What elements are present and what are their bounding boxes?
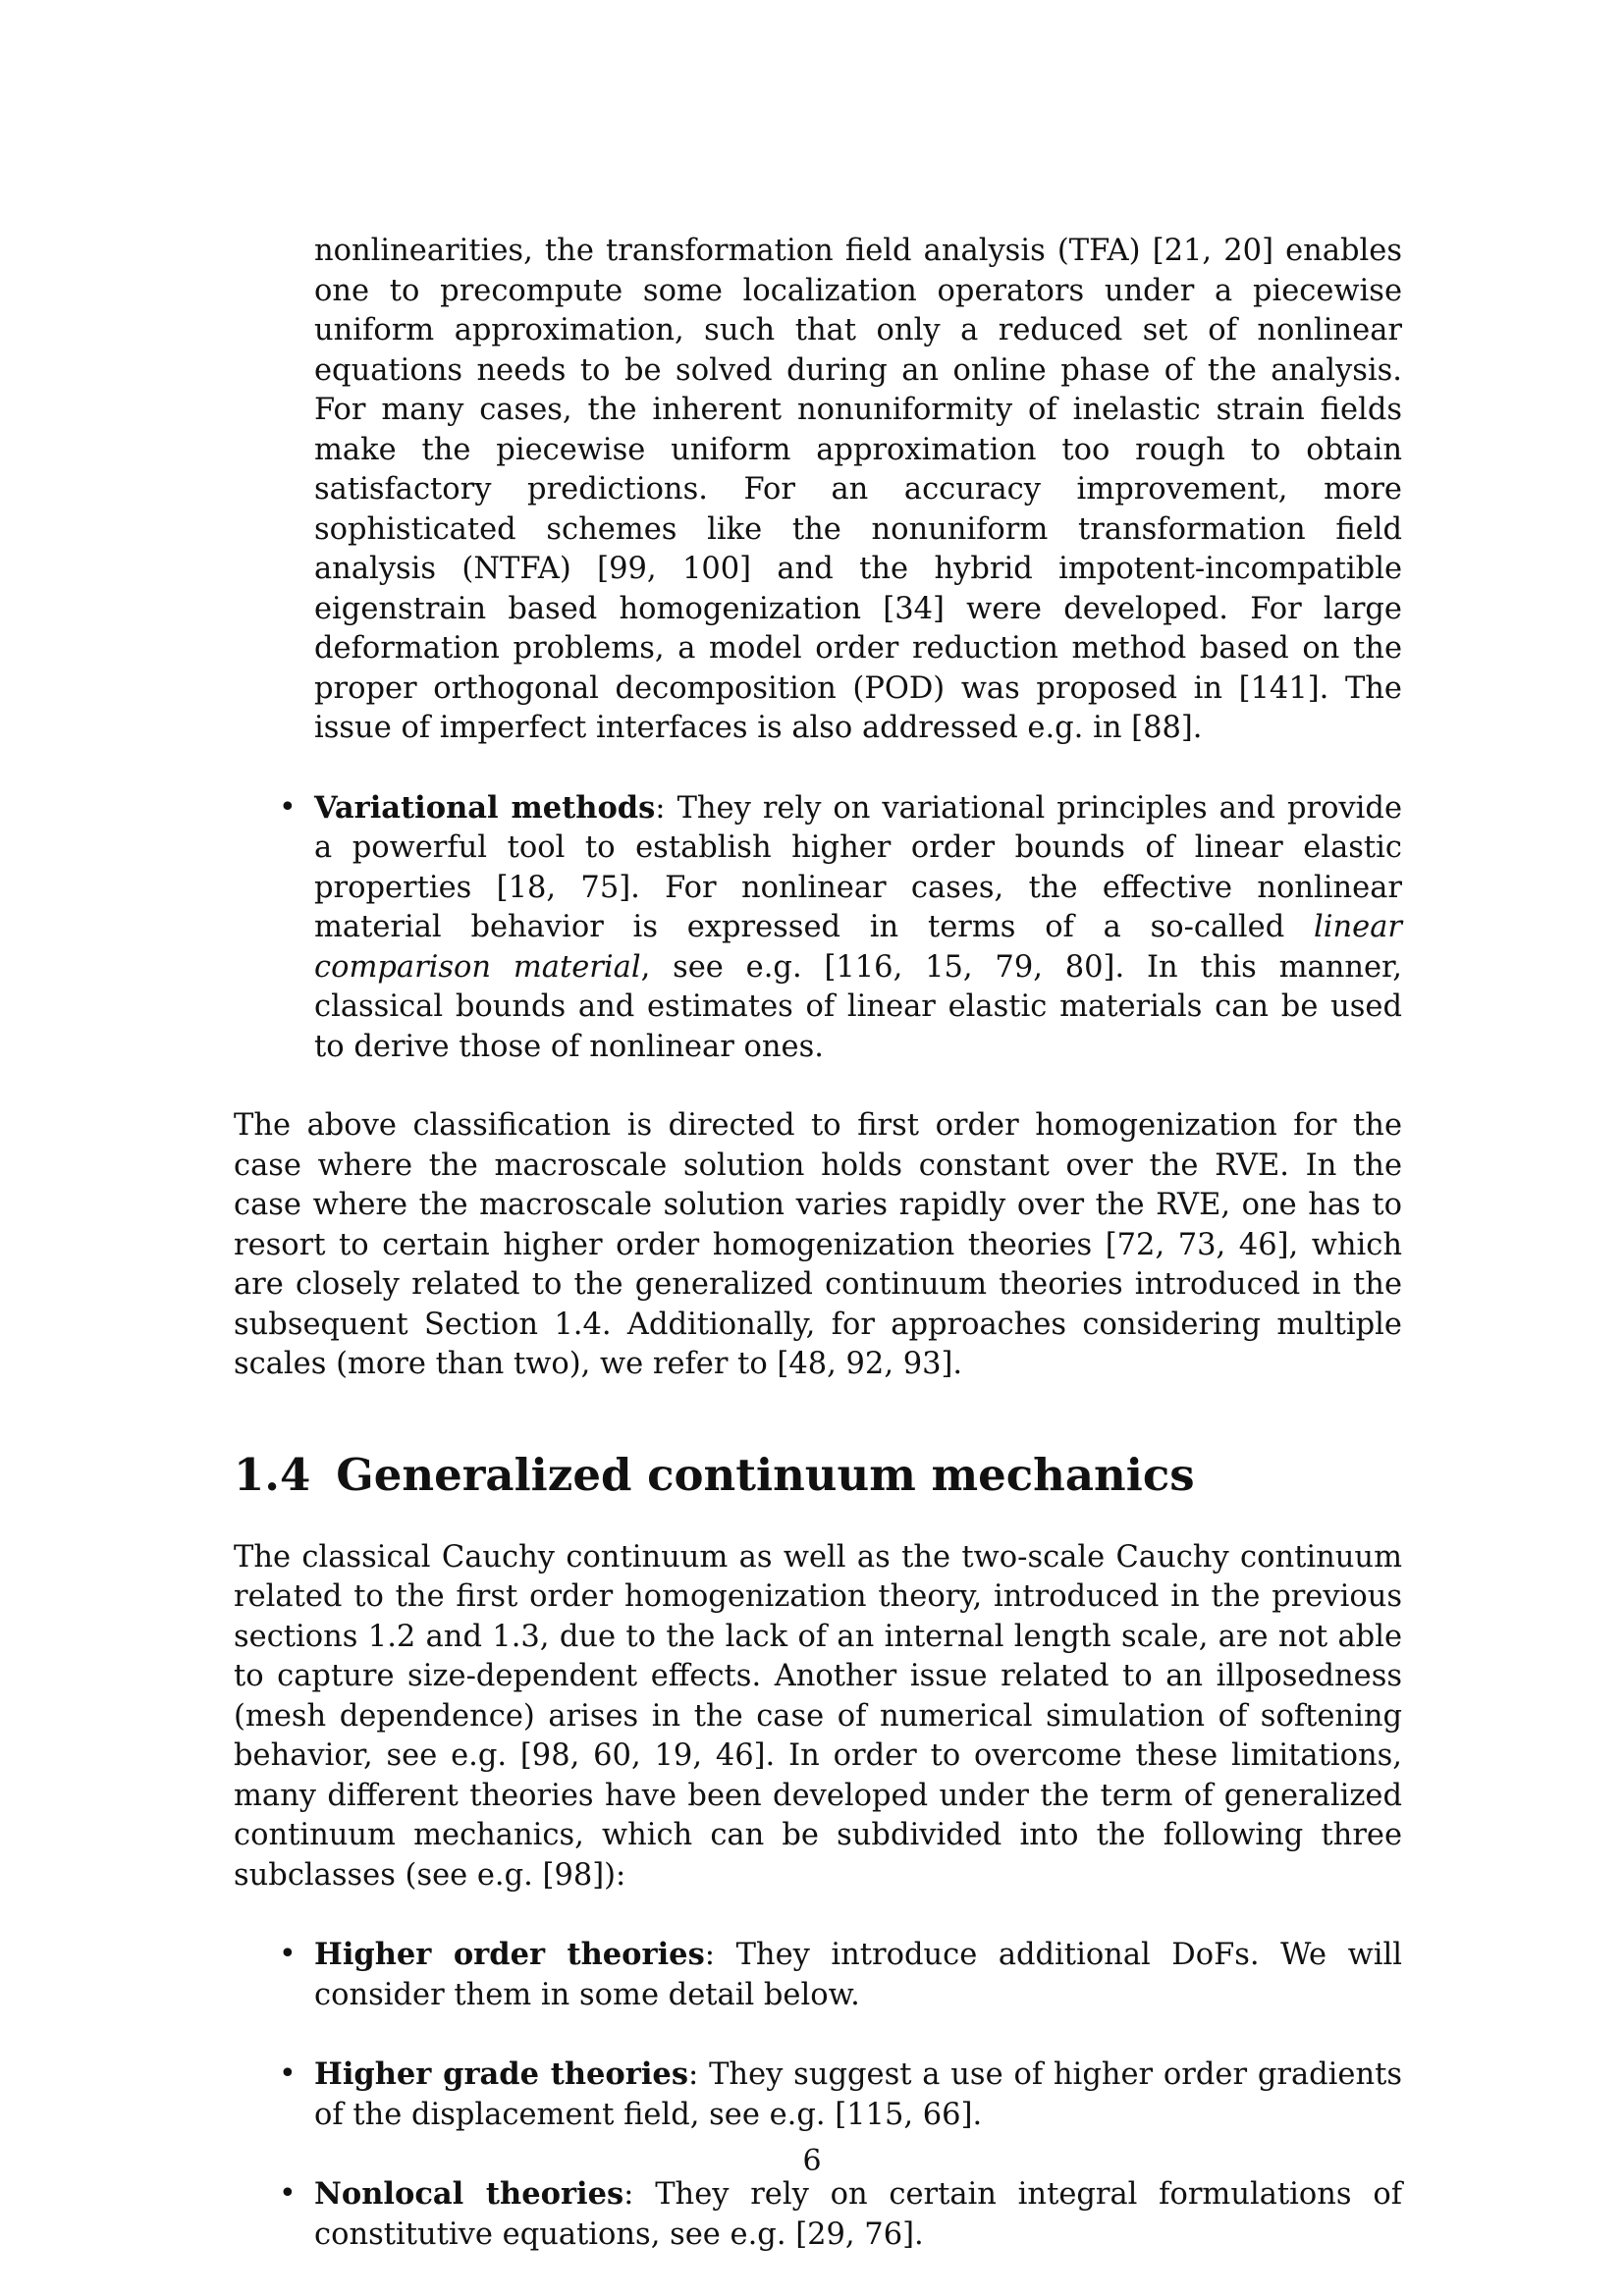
page-number: 6 — [802, 2144, 822, 2178]
tfa-continuation-paragraph: nonlinearities, the transformation field analysis (TFA) [21, 20] enables one to precompute some localization operators under a piecewise uniform approximation, such that only a reduced set of nonlinear equations needs to be solved during an online phase of the analysis. For many cases, the inherent nonuniformity of inelastic strain fields make the piecewise uniform approximation too rough to obtain satisfactory predictions. For an accuracy improvement, more sophisticated schemes like the nonuniform transformation field analysis (NTFA) [99, 100] and the hybrid impotent-incompatible eigenstrain based homogenization [34] were developed. For large deformation problems, a model order reduction method based on the proper orthogonal decomposition (POD) was proposed in [141]. The issue of imperfect interfaces is also addressed e.g. in [88]. — [314, 234, 1402, 745]
methods-list — [234, 788, 1402, 1068]
higher-grade-theories-text: : They suggest a use of higher order gradients of the displacement field, see e.g. [115, 66]. — [314, 2057, 1403, 2132]
generalized-continuum-intro-paragraph: The classical Cauchy continuum as well as the two-scale Cauchy continuum related to the first order homogenization theory, introduced in the previous sections 1.2 and 1.3, due to the lack of an internal length scale, are not able to capture size-dependent effects. Another issue related to an illposedness (mesh dependence) arises in the case of numerical simulation of softening behavior, see e.g. [98, 60, 19, 46]. In order to overcome these limitations, many different theories have been developed under the term of generalized continuum mechanics, which can be subdivided into the following three subclasses (see e.g. [98]): — [234, 1539, 1402, 1893]
nonlocal-theories-text: : They rely on certain integral formulations of constitutive equations, see e.g. [29, 76]. — [314, 2177, 1402, 2252]
list-item-nonlocal-theories — [234, 2174, 1402, 2255]
variational-methods-term: Variational methods — [314, 789, 656, 826]
higher-order-theories-term: Higher order theories — [314, 1937, 705, 1972]
section-title: Generalized continuum mechanics — [336, 1448, 1195, 1501]
higher-order-theories-text: : They introduce additional DoFs. We will consider them in some detail below. — [314, 1938, 1402, 2012]
section-heading — [234, 1448, 1402, 1503]
list-item-variational-methods — [234, 788, 1402, 1068]
list-item-higher-grade-theories — [234, 2055, 1402, 2135]
classification-paragraph: The above classification is directed to first order homogenization for the case where the macroscale solution holds constant over the RVE. In the case where the macroscale solution varies rapidly over the RVE, one has to resort to certain higher order homogenization theories [72, 73, 46], which are closely related to the generalized continuum theories introduced in the subsequent Section 1.4. Additionally, for approaches considering multiple scales (more than two), we refer to [48, 92, 93]. — [234, 1108, 1402, 1381]
higher-grade-theories-term: Higher grade theories — [314, 2056, 688, 2092]
variational-methods-text-a: : They rely on variational principles and provide a powerful tool to establish higher order bounds of linear elastic properties [18, 75]. For nonlinear cases, the effective nonlinear material behavior is expressed in terms of a so-called — [314, 790, 1402, 944]
linear-comparison-material-italic: linear comparison material — [314, 910, 1402, 985]
nonlocal-theories-term: Nonlocal theories — [314, 2176, 624, 2212]
section-number: 1.4 — [234, 1448, 311, 1501]
variational-methods-text-b: , see e.g. [116, 15, 79, 80]. In this manner, classical bounds and estimates of linear elastic materials can be used to derive those of nonlinear ones. — [314, 949, 1402, 1064]
page-body — [234, 232, 1402, 2255]
list-item-higher-order-theories — [234, 1935, 1402, 2015]
theories-list — [234, 1935, 1402, 2255]
